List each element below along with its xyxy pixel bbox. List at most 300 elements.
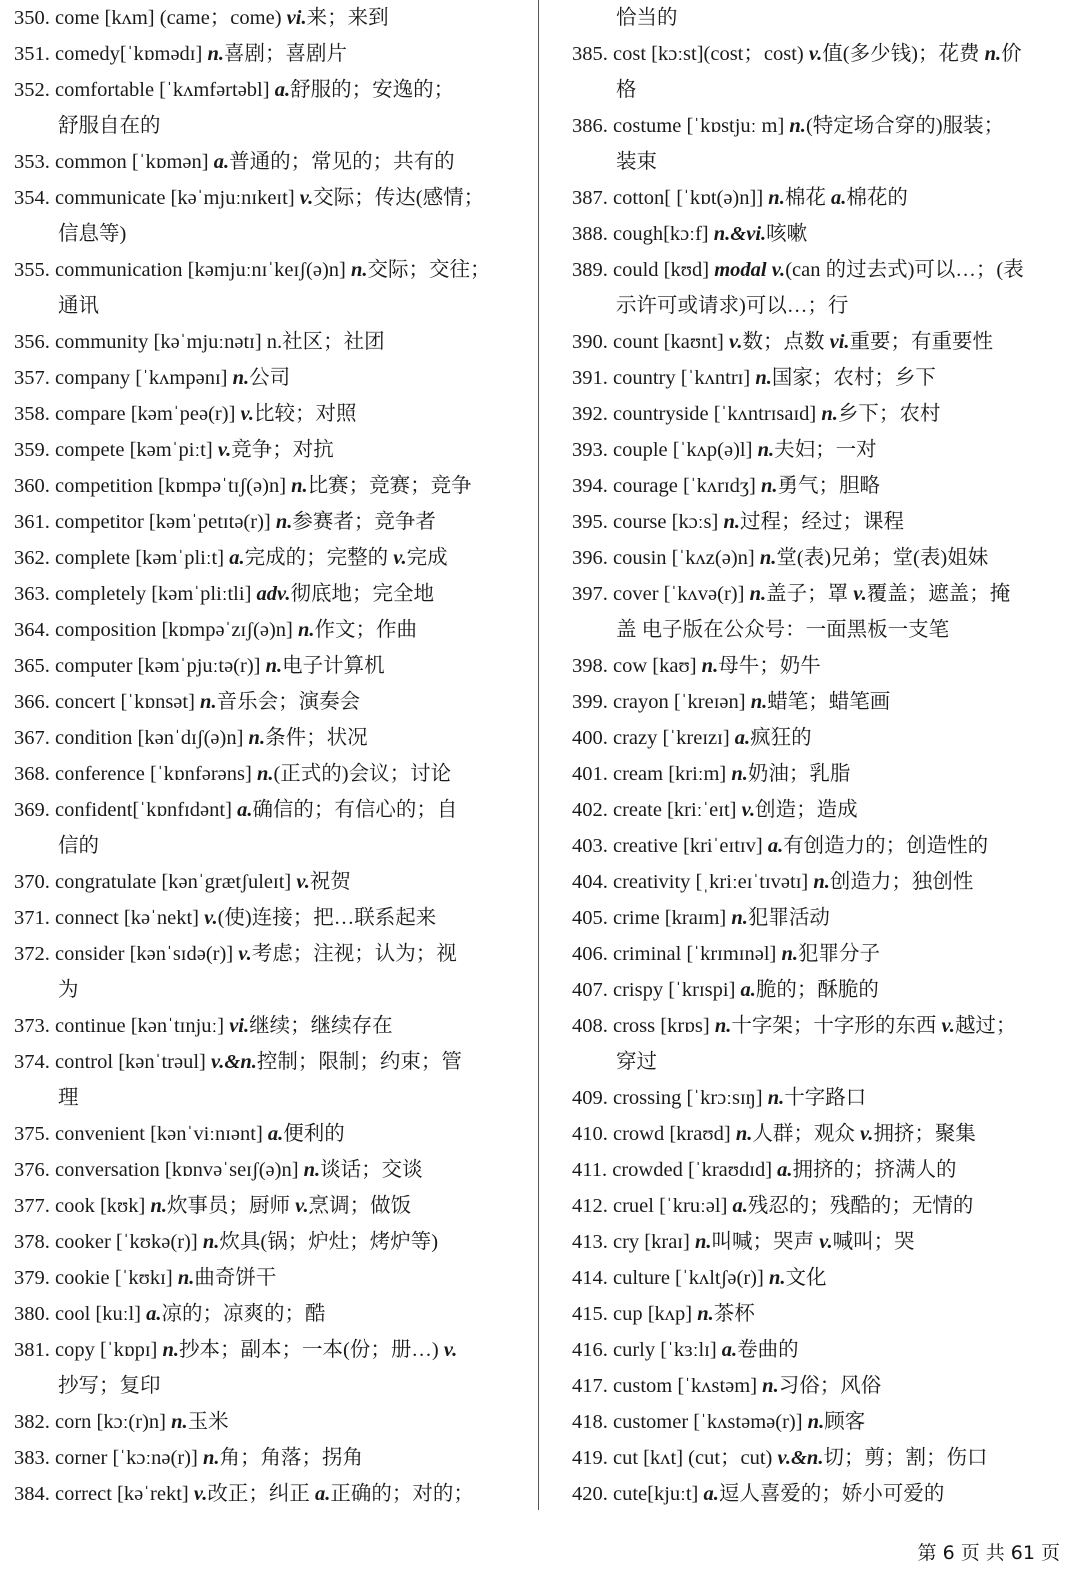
entry-text: 352. comfortable [ˈkʌmfərtəbl] xyxy=(14,79,275,101)
vocab-entry xyxy=(572,324,1066,360)
entry-text: 舒服的；安逸的； xyxy=(290,79,455,101)
entry-line xyxy=(14,432,514,468)
entry-line xyxy=(14,1260,514,1296)
part-of-speech: n. xyxy=(303,1159,321,1181)
entry-text: 393. couple [ˈkʌp(ə)l] xyxy=(572,439,758,461)
vocab-entry xyxy=(572,252,1066,324)
vocab-entry xyxy=(572,1188,1066,1224)
entry-text: 381. copy [ˈkɒpɪ] xyxy=(14,1339,163,1361)
entry-line xyxy=(572,1260,1066,1296)
part-of-speech: n. xyxy=(762,1375,779,1397)
part-of-speech: v. xyxy=(853,583,867,605)
entry-line xyxy=(14,648,514,684)
entry-text: 值(多少钱)；花费 xyxy=(822,43,985,65)
entry-text: 作文；作曲 xyxy=(314,619,418,641)
part-of-speech: vi. xyxy=(286,7,307,29)
vocab-entry xyxy=(14,1296,514,1332)
entry-text: 改正；纠正 xyxy=(207,1483,315,1505)
part-of-speech: n. xyxy=(749,583,767,605)
entry-text: 389. could [kʊd] xyxy=(572,259,715,281)
vocab-entry xyxy=(14,468,514,504)
part-of-speech: modal v. xyxy=(714,259,786,281)
entry-text: 420. cute[kjuːt] xyxy=(572,1483,704,1505)
vocab-entry xyxy=(14,396,514,432)
part-of-speech: a. xyxy=(703,1483,719,1505)
entry-text: 来；来到 xyxy=(306,7,389,29)
part-of-speech: v. xyxy=(741,799,756,821)
entry-text: 十字路口 xyxy=(784,1087,867,1109)
part-of-speech: n. xyxy=(789,115,806,137)
entry-line xyxy=(572,0,1066,36)
entry-text: 便利的 xyxy=(283,1123,345,1145)
entry-text: 397. cover [ˈkʌvə(r)] xyxy=(572,583,750,605)
entry-text: 376. conversation [kɒnvəˈseɪʃ(ə)n] xyxy=(14,1159,304,1181)
entry-text: 蜡笔；蜡笔画 xyxy=(767,691,891,713)
part-of-speech: v. xyxy=(217,439,232,461)
entry-text: 390. count [kaʊnt] xyxy=(572,331,729,353)
entry-line xyxy=(572,972,1066,1008)
entry-text: 炊具(锅；炉灶；烤炉等) xyxy=(219,1231,439,1253)
part-of-speech: n. xyxy=(768,1267,786,1289)
entry-text: 384. correct [kəˈrekt] xyxy=(14,1483,194,1505)
entry-text: 考虑；注视；认为；视 xyxy=(251,943,457,965)
entry-line xyxy=(14,864,514,900)
part-of-speech: v. xyxy=(204,907,218,929)
vocab-entry xyxy=(572,1008,1066,1080)
entry-text: 373. continue [kənˈtɪnjuː] xyxy=(14,1015,230,1037)
entry-line xyxy=(14,144,514,180)
part-of-speech: n. xyxy=(757,439,775,461)
part-of-speech: vi. xyxy=(229,1015,250,1037)
entry-text: 有创造力的；创造性的 xyxy=(783,835,989,857)
entry-line xyxy=(572,324,1066,360)
vocab-entry xyxy=(572,468,1066,504)
entry-text: 创造；造成 xyxy=(755,799,858,821)
part-of-speech: n. xyxy=(750,691,768,713)
entry-line xyxy=(14,36,514,72)
entry-text: 示许可或请求)可以…；行 xyxy=(616,295,849,317)
entry-text: 392. countryside [ˈkʌntrɪsaɪd] xyxy=(572,403,822,425)
part-of-speech: n. xyxy=(202,1447,220,1469)
entry-line xyxy=(14,540,514,576)
entry-text: 369. confident[ˈkɒnfɪdənt] xyxy=(14,799,238,821)
entry-line xyxy=(14,1044,514,1080)
entry-text: 419. cut [kʌt] (cut；cut) xyxy=(572,1447,778,1469)
part-of-speech: a. xyxy=(314,1483,331,1505)
entry-line xyxy=(572,1044,1066,1080)
entry-line xyxy=(14,720,514,756)
entry-text: 曲奇饼干 xyxy=(194,1267,277,1289)
entry-text: 交际；传达(感情； xyxy=(313,187,485,209)
part-of-speech: a. xyxy=(274,79,291,101)
entry-text: 奶油；乳脂 xyxy=(747,763,851,785)
part-of-speech: vi. xyxy=(829,331,850,353)
vocab-entry xyxy=(14,1008,514,1044)
entry-text: 350. come [kʌm] (came；come) xyxy=(14,7,287,29)
entry-text: 咳嗽 xyxy=(766,223,808,245)
entry-text: 359. compete [kəmˈpiːt] xyxy=(14,439,218,461)
entry-text: 祝贺 xyxy=(309,871,351,893)
vocab-entry xyxy=(14,720,514,756)
entry-line xyxy=(14,108,514,144)
entry-text: 400. crazy [ˈkreɪzɪ] xyxy=(572,727,735,749)
vocab-entry xyxy=(572,180,1066,216)
entry-text: (使)连接；把…联系起来 xyxy=(217,907,437,929)
entry-text: 408. cross [krɒs] xyxy=(572,1015,715,1037)
part-of-speech: n. xyxy=(150,1195,168,1217)
part-of-speech: v.&n. xyxy=(210,1051,257,1073)
entry-text: 358. compare [kəmˈpeə(r)] xyxy=(14,403,241,425)
entry-line xyxy=(572,180,1066,216)
vocab-entry xyxy=(572,756,1066,792)
vocab-entry xyxy=(14,324,514,360)
entry-text: 378. cooker [ˈkʊkə(r)] xyxy=(14,1231,203,1253)
right-column xyxy=(572,0,1066,1512)
vocab-entry xyxy=(14,1116,514,1152)
entry-text: 399. crayon [ˈkreɪən] xyxy=(572,691,751,713)
entry-line xyxy=(14,828,514,864)
vocab-entry xyxy=(14,360,514,396)
part-of-speech: v. xyxy=(296,871,310,893)
entry-text: 383. corner [ˈkɔːnə(r)] xyxy=(14,1447,203,1469)
entry-text: 396. cousin [ˈkʌz(ə)n] xyxy=(572,547,760,569)
entry-text: 405. crime [kraɪm] xyxy=(572,907,732,929)
entry-text: 412. cruel [ˈkruːəl] xyxy=(572,1195,733,1217)
entry-line xyxy=(572,252,1066,288)
entry-text: 374. control [kənˈtrəul] xyxy=(14,1051,211,1073)
entry-line xyxy=(572,576,1066,612)
entry-text: 公司 xyxy=(249,367,291,389)
entry-line xyxy=(14,180,514,216)
part-of-speech: v. xyxy=(193,1483,208,1505)
entry-line xyxy=(572,144,1066,180)
vocab-entry xyxy=(14,792,514,864)
entry-line xyxy=(572,1404,1066,1440)
part-of-speech: n. xyxy=(701,655,719,677)
entry-line xyxy=(14,756,514,792)
entry-line xyxy=(14,468,514,504)
entry-text: 401. cream [kriːm] xyxy=(572,763,732,785)
vocab-entry xyxy=(14,36,514,72)
part-of-speech: n. xyxy=(723,511,740,533)
entry-text: 367. condition [kənˈdɪʃ(ə)n] xyxy=(14,727,249,749)
entry-text: 母牛；奶牛 xyxy=(718,655,821,677)
entry-line xyxy=(572,1332,1066,1368)
vocab-entry xyxy=(572,1404,1066,1440)
part-of-speech: n. xyxy=(200,691,217,713)
entry-text: 407. crispy [ˈkrɪspi] xyxy=(572,979,741,1001)
part-of-speech: adv. xyxy=(256,583,291,605)
entry-text: 控制；限制；约束；管 xyxy=(256,1051,462,1073)
vocab-entry xyxy=(14,1332,514,1404)
entry-line xyxy=(572,1116,1066,1152)
entry-text: 351. comedy[ˈkɒmədɪ] xyxy=(14,43,208,65)
part-of-speech: n. xyxy=(781,943,799,965)
entry-text: 354. communicate [kəˈmjuːnɪkeɪt] xyxy=(14,187,300,209)
part-of-speech: a. xyxy=(267,1123,284,1145)
entry-text: 409. crossing [ˈkrɔːsɪŋ] xyxy=(572,1087,768,1109)
entry-text: 格 xyxy=(616,79,637,101)
entry-line xyxy=(14,396,514,432)
entry-text: 362. complete [kəmˈpliːt] xyxy=(14,547,230,569)
vocab-entry xyxy=(572,648,1066,684)
column-divider xyxy=(538,0,539,1510)
entry-line xyxy=(14,1332,514,1368)
part-of-speech: a. xyxy=(734,727,751,749)
vocab-entry xyxy=(572,540,1066,576)
vocab-entry xyxy=(14,432,514,468)
vocab-entry xyxy=(14,1224,514,1260)
entry-line xyxy=(14,1296,514,1332)
entry-line xyxy=(572,864,1066,900)
entry-text: 过程；经过；课程 xyxy=(739,511,904,533)
entry-text: 乡下；农村 xyxy=(837,403,941,425)
entry-text: 410. crowd [kraʊd] xyxy=(572,1123,736,1145)
part-of-speech: n. xyxy=(265,655,283,677)
entry-text: 368. conference [ˈkɒnfərəns] xyxy=(14,763,257,785)
entry-text: 386. costume [ˈkɒstjuː m] xyxy=(572,115,790,137)
entry-text: 夫妇；一对 xyxy=(774,439,877,461)
vocab-entry xyxy=(572,1296,1066,1332)
entry-text: 棉花的 xyxy=(846,187,908,209)
entry-text: 406. criminal [ˈkrɪmɪnəl] xyxy=(572,943,782,965)
entry-line xyxy=(14,1404,514,1440)
entry-line xyxy=(14,1008,514,1044)
entry-text: 395. course [kɔːs] xyxy=(572,511,724,533)
entry-text: 交际；交往； xyxy=(367,259,491,281)
part-of-speech: n. xyxy=(731,763,748,785)
entry-text: (can 的过去式)可以…；(表 xyxy=(785,259,1024,281)
part-of-speech: n. xyxy=(297,619,315,641)
vocab-entry xyxy=(572,900,1066,936)
part-of-speech: n. xyxy=(767,1087,785,1109)
entry-text: 覆盖；遮盖；掩 xyxy=(866,583,1011,605)
entry-text: 国家；农村；乡下 xyxy=(771,367,936,389)
entry-text: 380. cool [kuːl] xyxy=(14,1303,147,1325)
vocab-entry xyxy=(14,612,514,648)
entry-text: 完成 xyxy=(406,547,448,569)
entry-text: 415. cup [kʌp] xyxy=(572,1303,698,1325)
part-of-speech: n. xyxy=(275,511,293,533)
vocab-entry xyxy=(572,360,1066,396)
entry-text: (正式的)会议；讨论 xyxy=(273,763,452,785)
entry-text: 角；角落；拐角 xyxy=(219,1447,363,1469)
entry-line xyxy=(572,468,1066,504)
entry-line xyxy=(572,1152,1066,1188)
entry-line xyxy=(14,216,514,252)
entry-text: 370. congratulate [kənˈgrætʃuleɪt] xyxy=(14,871,297,893)
vocab-entry xyxy=(572,1368,1066,1404)
entry-text: 356. community [kəˈmjuːnətɪ] n.社区；社团 xyxy=(14,331,385,353)
part-of-speech: v. xyxy=(859,1123,874,1145)
part-of-speech: n. xyxy=(759,547,777,569)
entry-line xyxy=(572,504,1066,540)
vocab-entry xyxy=(14,1476,514,1512)
entry-line xyxy=(14,360,514,396)
entry-line xyxy=(572,936,1066,972)
part-of-speech: v. xyxy=(819,1231,833,1253)
entry-text: 379. cookie [ˈkʊkɪ] xyxy=(14,1267,178,1289)
entry-line xyxy=(572,216,1066,252)
vocab-entry xyxy=(14,1440,514,1476)
entry-line xyxy=(572,108,1066,144)
vocab-entry xyxy=(572,0,1066,36)
entry-text: 顾客 xyxy=(824,1411,866,1433)
part-of-speech: n. xyxy=(162,1339,180,1361)
entry-text: 切；剪；割；伤口 xyxy=(823,1447,988,1469)
entry-line xyxy=(572,432,1066,468)
entry-text: 375. convenient [kənˈviːnɪənt] xyxy=(14,1123,268,1145)
part-of-speech: n. xyxy=(813,871,830,893)
entry-text: 创造力；独创性 xyxy=(829,871,974,893)
entry-text: 404. creativity [ˌkriːeɪˈtɪvətɪ] xyxy=(572,871,814,893)
part-of-speech: n. xyxy=(731,907,748,929)
vocab-entry xyxy=(572,1260,1066,1296)
entry-text: 卷曲的 xyxy=(737,1339,799,1361)
entry-text: 信息等) xyxy=(58,223,127,245)
entry-text: 棉花 xyxy=(784,187,831,209)
part-of-speech: v.&n. xyxy=(777,1447,824,1469)
entry-text: 确信的；有信心的；自 xyxy=(252,799,458,821)
part-of-speech: n. xyxy=(171,1411,188,1433)
entry-text: 习俗；风俗 xyxy=(778,1375,882,1397)
page-footer: 第 6 页 共 61 页 xyxy=(917,1542,1060,1564)
entry-text: 茶杯 xyxy=(713,1303,755,1325)
part-of-speech: n. xyxy=(821,403,838,425)
vocab-entry xyxy=(14,684,514,720)
entry-text: 玉米 xyxy=(187,1411,229,1433)
entry-line xyxy=(14,1368,514,1404)
part-of-speech: a. xyxy=(767,835,784,857)
entry-text: 十字架；十字形的东西 xyxy=(731,1015,942,1037)
entry-text: 盖子；罩 xyxy=(766,583,854,605)
entry-line xyxy=(14,900,514,936)
entry-text: 403. creative [kriˈeɪtɪv] xyxy=(572,835,768,857)
entry-text: 装束 xyxy=(616,151,657,173)
entry-text: 喜剧；喜剧片 xyxy=(224,43,347,65)
entry-line xyxy=(14,1080,514,1116)
entry-text: 361. competitor [kəmˈpetɪtə(r)] xyxy=(14,511,276,533)
entry-line xyxy=(572,288,1066,324)
entry-text: 完成的；完整的 xyxy=(244,547,394,569)
entry-text: 人群；观众 xyxy=(752,1123,860,1145)
entry-text: 363. completely [kəmˈpliːtli] xyxy=(14,583,257,605)
vocab-entry xyxy=(572,396,1066,432)
part-of-speech: v. xyxy=(393,547,407,569)
entry-text: 犯罪分子 xyxy=(798,943,881,965)
vocab-entry xyxy=(572,576,1066,648)
entry-line xyxy=(572,648,1066,684)
entry-text: 372. consider [kənˈsɪdə(r)] xyxy=(14,943,239,965)
entry-line xyxy=(14,684,514,720)
entry-line xyxy=(14,324,514,360)
entry-line xyxy=(572,828,1066,864)
entry-text: 357. company [ˈkʌmpənɪ] xyxy=(14,367,233,389)
vocab-entry xyxy=(14,540,514,576)
left-column xyxy=(14,0,514,1512)
part-of-speech: n. xyxy=(248,727,266,749)
entry-text: 355. communication [kəmjuːnɪˈkeɪʃ(ə)n] xyxy=(14,259,352,281)
entry-text: 脆的；酥脆的 xyxy=(755,979,879,1001)
entry-text: 继续；继续存在 xyxy=(249,1015,393,1037)
vocab-entry xyxy=(572,432,1066,468)
entry-text: 398. cow [kaʊ] xyxy=(572,655,702,677)
entry-text: 414. culture [ˈkʌltʃə(r)] xyxy=(572,1267,769,1289)
entry-line xyxy=(572,1224,1066,1260)
part-of-speech: n. xyxy=(232,367,250,389)
entry-text: 拥挤；聚集 xyxy=(873,1123,976,1145)
vocab-entry xyxy=(14,180,514,252)
vocab-entry xyxy=(14,1260,514,1296)
entry-text: 音乐会；演奏会 xyxy=(216,691,361,713)
entry-text: 拥挤的；挤满人的 xyxy=(792,1159,957,1181)
part-of-speech: a. xyxy=(146,1303,162,1325)
part-of-speech: a. xyxy=(229,547,245,569)
entry-text: 413. cry [kraɪ] xyxy=(572,1231,695,1253)
entry-line xyxy=(572,36,1066,72)
entry-line xyxy=(14,792,514,828)
entry-text: 盖 电子版在公众号：一面黑板一支笔 xyxy=(616,619,950,641)
entry-line xyxy=(572,1188,1066,1224)
vocab-entry xyxy=(572,936,1066,972)
part-of-speech: n. xyxy=(714,1015,732,1037)
vocab-entry xyxy=(572,1332,1066,1368)
entry-text: 365. computer [kəmˈpjuːtə(r)] xyxy=(14,655,266,677)
entry-text: 犯罪活动 xyxy=(747,907,830,929)
entry-line xyxy=(572,1368,1066,1404)
vocab-entry xyxy=(572,108,1066,180)
entry-text: 通讯 xyxy=(58,295,99,317)
entry-line xyxy=(572,360,1066,396)
entry-text: 比赛；竞赛；竞争 xyxy=(307,475,472,497)
part-of-speech: n. xyxy=(755,367,772,389)
entry-text: 366. concert [ˈkɒnsət] xyxy=(14,691,201,713)
entry-text: 价 xyxy=(1001,43,1022,65)
entry-line xyxy=(14,1152,514,1188)
entry-line xyxy=(14,252,514,288)
part-of-speech: a. xyxy=(237,799,253,821)
vocab-entry xyxy=(14,756,514,792)
part-of-speech: n. xyxy=(256,763,274,785)
entry-text: 越过； xyxy=(954,1015,1017,1037)
entry-text: 彻底地；完全地 xyxy=(290,583,434,605)
part-of-speech: n. xyxy=(735,1123,753,1145)
entry-line xyxy=(572,540,1066,576)
vocab-entry xyxy=(14,648,514,684)
entry-text: 电子计算机 xyxy=(282,655,385,677)
part-of-speech: n. xyxy=(697,1303,714,1325)
entry-line xyxy=(14,576,514,612)
part-of-speech: n. xyxy=(984,43,1002,65)
vocab-entry xyxy=(14,72,514,144)
part-of-speech: a. xyxy=(777,1159,793,1181)
part-of-speech: v. xyxy=(443,1339,458,1361)
vocab-entry xyxy=(572,504,1066,540)
vocab-entry xyxy=(572,1440,1066,1476)
entry-text: 残忍的；残酷的；无情的 xyxy=(747,1195,974,1217)
part-of-speech: n. xyxy=(768,187,785,209)
vocab-entry xyxy=(14,144,514,180)
vocab-entry xyxy=(572,720,1066,756)
entry-text: 条件；状况 xyxy=(265,727,368,749)
entry-line xyxy=(572,684,1066,720)
entry-line xyxy=(572,1440,1066,1476)
vocab-entry xyxy=(14,936,514,1008)
entry-line xyxy=(14,936,514,972)
entry-line xyxy=(572,1080,1066,1116)
part-of-speech: n. xyxy=(760,475,778,497)
entry-line xyxy=(572,792,1066,828)
